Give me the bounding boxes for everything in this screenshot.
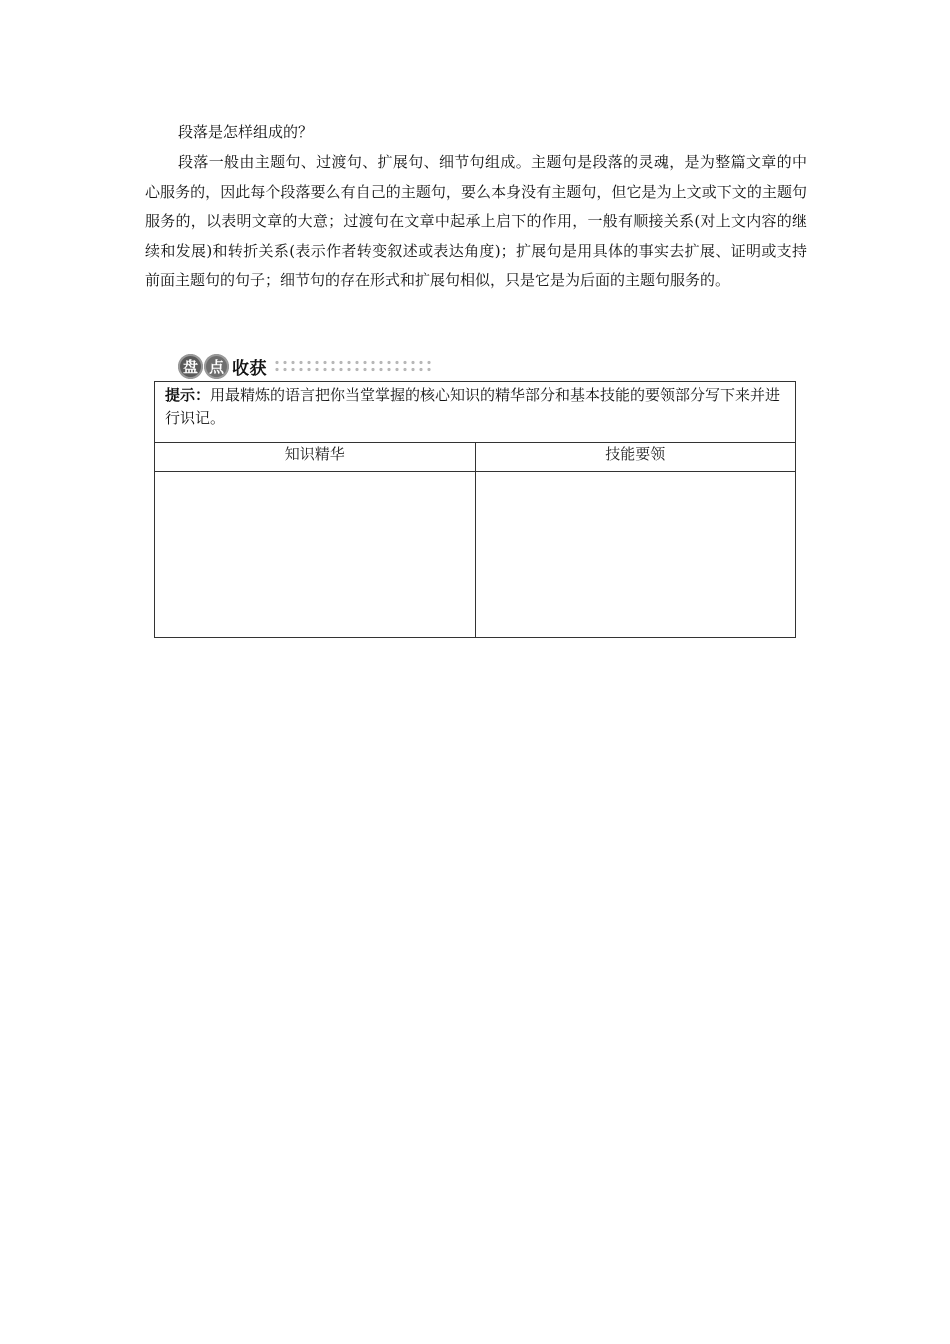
column-header-knowledge: 知识精华: [155, 443, 476, 472]
section-title: 收获: [232, 358, 267, 379]
section-heading: [178, 352, 433, 380]
section-badge-2: 点: [204, 354, 229, 379]
knowledge-answer-cell[interactable]: [155, 472, 476, 638]
column-header-skills: 技能要领: [475, 443, 796, 472]
section-badge-1: 盘: [178, 354, 203, 379]
skills-answer-cell[interactable]: [475, 472, 796, 638]
dotted-divider: [273, 359, 433, 373]
hint-label: 提示：: [165, 386, 211, 404]
hint-cell: [155, 382, 796, 443]
hint-row: [155, 382, 796, 443]
hint-text: 用最精炼的语言把你当堂掌握的核心知识的精华部分和基本技能的要领部分写下来并进行识记。: [165, 386, 781, 427]
answer-row: [155, 472, 796, 638]
summary-table: [154, 381, 796, 638]
header-row: [155, 443, 796, 472]
question-line: 段落是怎样组成的？: [178, 123, 314, 141]
body-paragraph: 段落一般由主题句、过渡句、扩展句、细节句组成。主题句是段落的灵魂，是为整篇文章的中心服务的，因此每个段落要么有自己的主题句，要么本身没有主题句，但它是为上文或下文的主题句服务的，以表明文章的大意；过渡句在文章中起承上启下的作用，一般有顺接关系(对上文内容的继续和发展)和转折关系(表示作者转变叙述或表达角度)；扩展句是用具体的事实去扩展、证明或支持前面主题句的句子；细节句的存在形式和扩展句相似，只是它是为后面的主题句服务的。: [145, 153, 807, 289]
